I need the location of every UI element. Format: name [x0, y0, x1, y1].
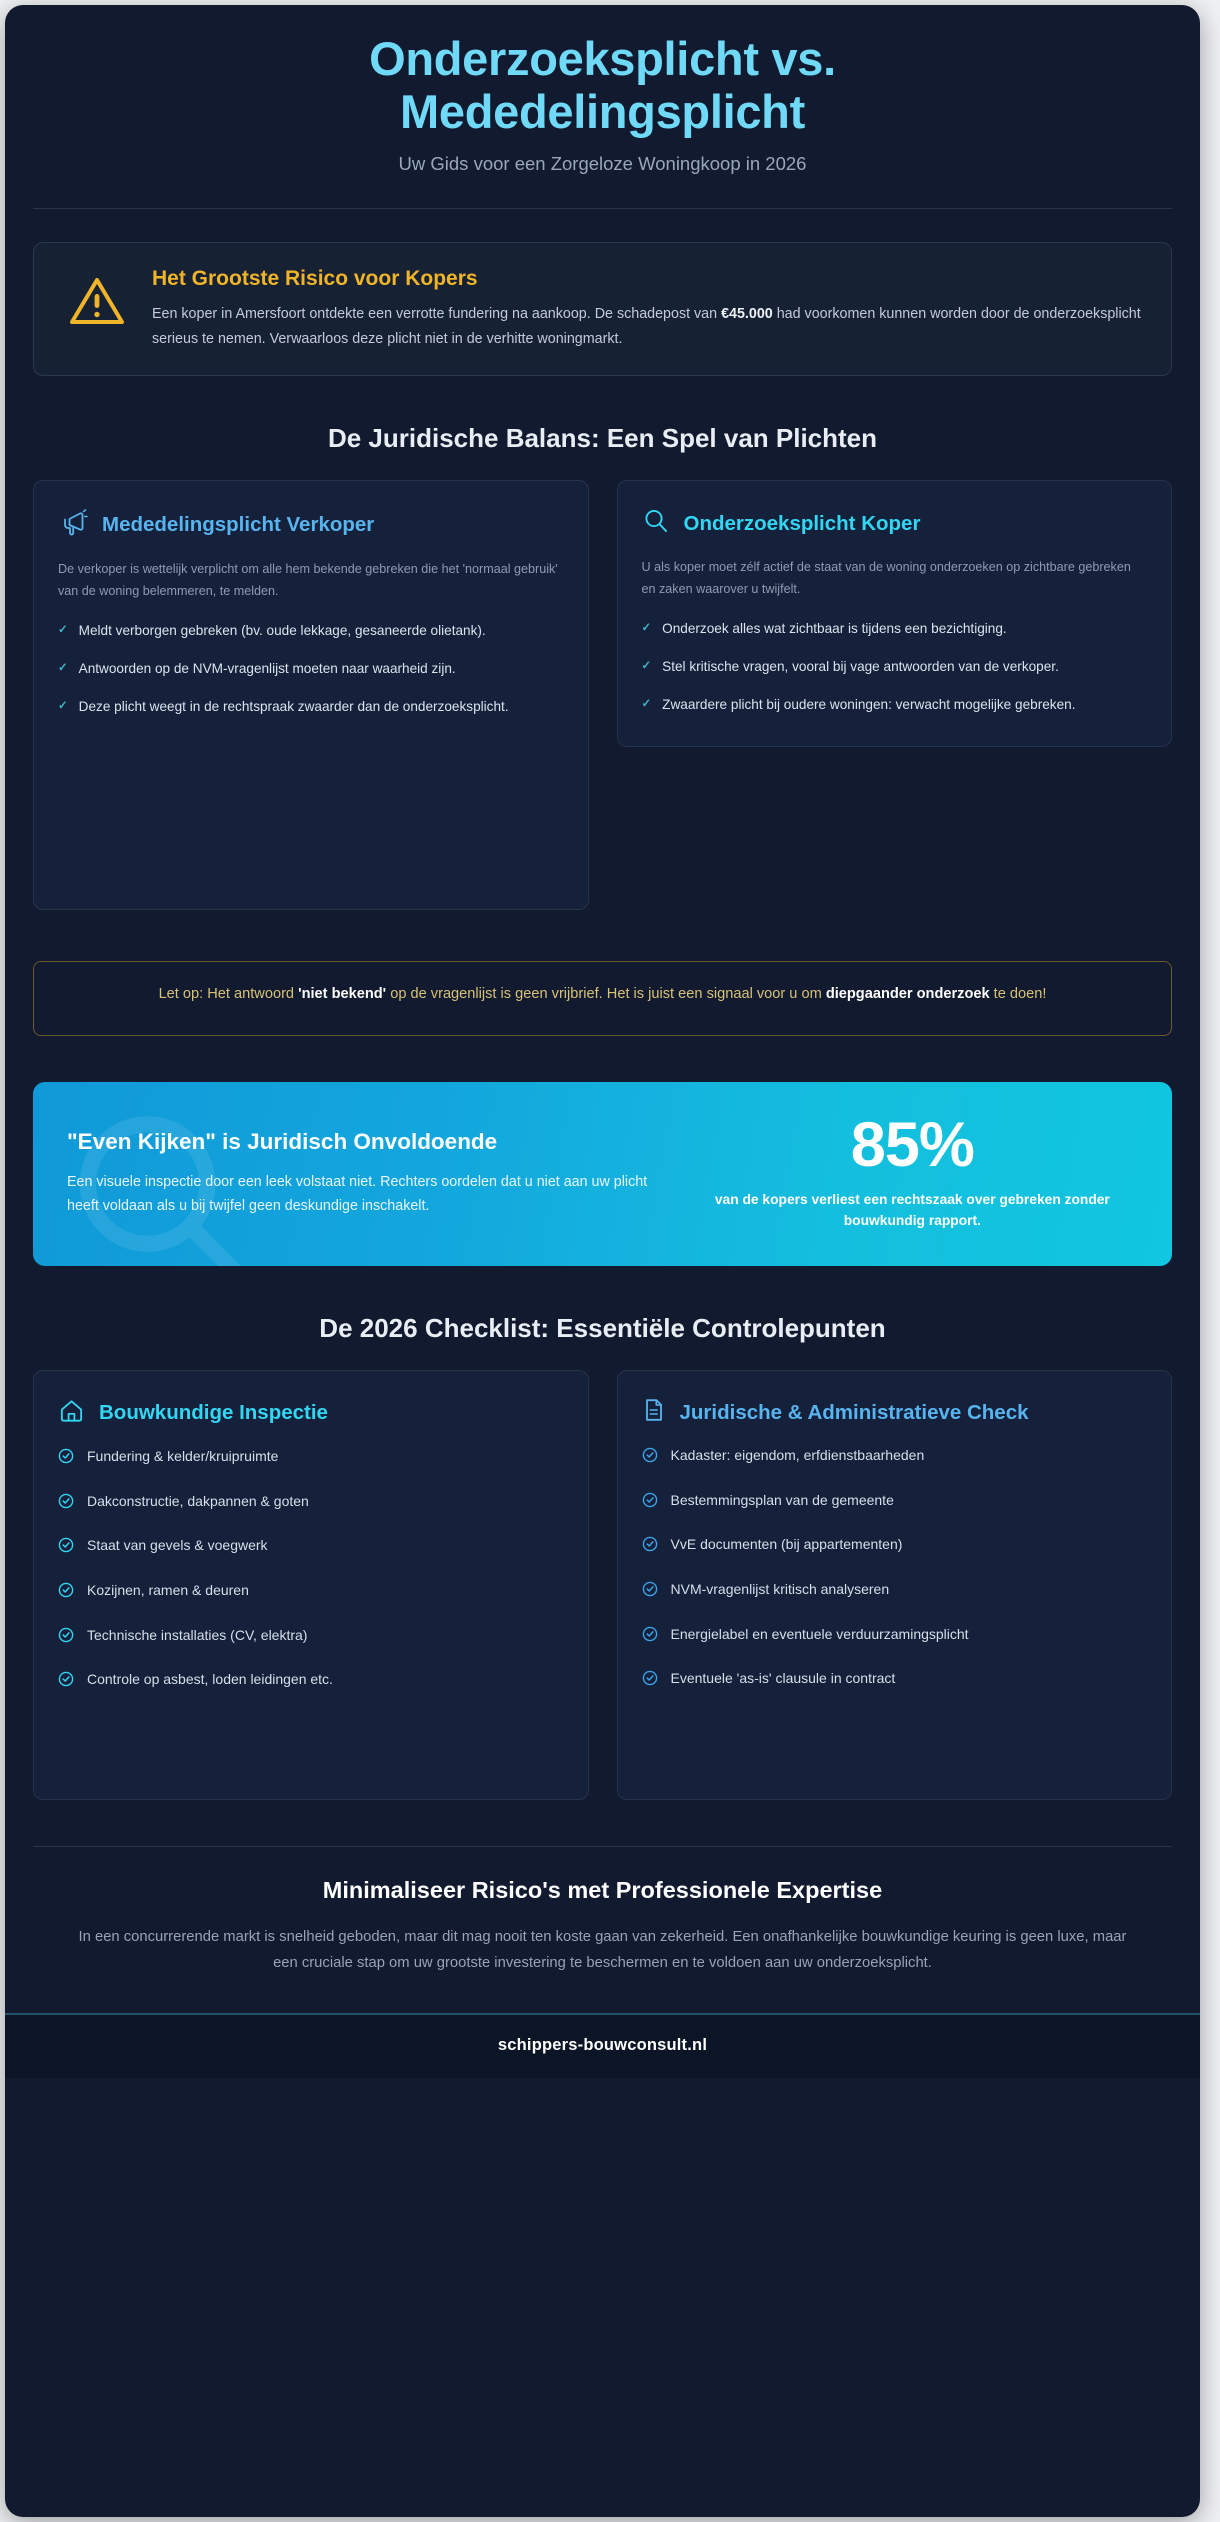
list-item-label: Staat van gevels & voegwerk [87, 1537, 268, 1554]
list-item [58, 1580, 564, 1605]
balance-section-title: De Juridische Balans: Een Spel van Plichten [327, 423, 878, 454]
check-circle-icon [642, 1626, 658, 1649]
list-item [58, 620, 564, 642]
list-item [58, 1625, 564, 1650]
list-item [642, 1534, 1148, 1559]
magnifier-icon [642, 507, 670, 540]
check-circle-icon [58, 1537, 74, 1560]
highlight-text: Een visuele inspectie door een leek volstaat niet. Rechters oordelen dat u niet aan uw plicht heeft voldaan als u bij twijfel geen deskundige inschakelt. [67, 1173, 648, 1215]
stat-label: van de kopers verliest een rechtszaak over gebreken zonder bouwkundig rapport. [714, 1191, 1110, 1228]
checklist-items [58, 1446, 564, 1694]
highlight-title: "Even Kijken" is Juridisch Onvoldoende [67, 1129, 498, 1155]
header [5, 5, 1200, 175]
highlight-stat-block [687, 1109, 1138, 1232]
list-item-label: Meldt verborgen gebreken (bv. oude lekkage, gesaneerde olietank). [78, 622, 486, 638]
infographic-card [5, 5, 1200, 2517]
list-item-label: Dakconstructie, dakpannen & goten [87, 1492, 309, 1509]
risk-callout [33, 242, 1172, 376]
check-circle-icon [58, 1448, 74, 1471]
page-title-line-1: Onderzoeksplicht vs. [369, 32, 836, 85]
note-bold-2: diepgaander onderzoek [825, 986, 990, 1003]
risk-amount: €45.000 [721, 306, 773, 323]
list-item [642, 1624, 1148, 1649]
footer-bar [5, 2013, 1200, 2078]
note-callout [33, 961, 1172, 1036]
note-part-3: te doen! [989, 986, 1047, 1003]
footer [5, 1847, 1200, 2013]
check-icon: ✓ [641, 697, 652, 710]
list-item [642, 1490, 1148, 1515]
footer-text: In een concurrerende markt is snelheid geboden, maar dit mag nooit ten koste gaan van zekerheid. Een onafhankelijke bouwkundige keuring is geen luxe, maar een cruciale stap om uw grootste investering te beschermen en te voldoen aan uw onderzoeksplicht. [78, 1928, 1127, 1972]
card-header [642, 1397, 1148, 1428]
check-icon: ✓ [58, 623, 68, 636]
page-title [65, 33, 1140, 138]
check-circle-icon [642, 1581, 658, 1604]
list-item-label: Kozijnen, ramen & deuren [87, 1581, 249, 1598]
check-icon: ✓ [641, 621, 652, 634]
page-title-line-2: Mededelingsplicht [400, 84, 805, 138]
balance-card-grid [33, 480, 1172, 910]
list-item [642, 694, 1148, 716]
card-mededelingsplicht [33, 480, 589, 910]
check-circle-icon [642, 1447, 658, 1470]
highlight-panel [33, 1082, 1172, 1266]
risk-body [152, 265, 1145, 351]
check-circle-icon [58, 1582, 74, 1605]
risk-text-part-2: had voorkomen kunnen worden door de onderzoeksplicht serieus te nemen. Verwaarloos deze plicht niet in de verhitte woningmarkt. [152, 306, 1141, 347]
list-item [58, 696, 564, 718]
note-bold-1: 'niet bekend' [298, 986, 387, 1003]
check-circle-icon [642, 1536, 658, 1559]
list-item [642, 1445, 1148, 1470]
list-item [58, 1491, 564, 1516]
check-circle-icon [58, 1627, 74, 1650]
check-icon: ✓ [58, 661, 68, 674]
check-circle-icon [642, 1492, 658, 1515]
card-title: Bouwkundige Inspectie [99, 1401, 328, 1425]
warning-triangle-icon [68, 275, 126, 332]
note-part-2: op de vragenlijst is geen vrijbrief. Het is juist een signaal voor u om [386, 986, 826, 1003]
card-description: U als koper moet zélf actief de staat van de woning onderzoeken op zichtbare gebreken en zaken waarover u twijfelt. [641, 560, 1131, 596]
check-circle-icon [642, 1670, 658, 1693]
list-item-label: Stel kritische vragen, vooral bij vage antwoorden van de verkoper. [662, 658, 1059, 674]
card-bullet-list [58, 620, 564, 718]
list-item-label: NVM-vragenlijst kritisch analyseren [670, 1580, 890, 1597]
megaphone-icon [58, 507, 88, 542]
check-icon: ✓ [641, 659, 652, 672]
card-juridische-check [617, 1370, 1173, 1800]
list-item-label: Technische installaties (CV, elektra) [87, 1626, 308, 1643]
card-description: De verkoper is wettelijk verplicht om alle hem bekende gebreken die het 'normaal gebruik' van de woning belemmeren, te melden. [58, 562, 558, 598]
list-item [642, 656, 1148, 678]
page-subtitle: Uw Gids voor een Zorgeloze Woningkoop in 2026 [398, 153, 807, 175]
risk-text-part-1: Een koper in Amersfoort ontdekte een verrotte fundering na aankoop. De schadepost van [152, 306, 722, 323]
list-item-label: Bestemmingsplan van de gemeente [670, 1491, 894, 1508]
footer-title: Minimaliseer Risico's met Professionele Expertise [322, 1876, 883, 1903]
highlight-text-block [67, 1127, 665, 1218]
card-title: Onderzoeksplicht Koper [683, 512, 921, 536]
checklist-items [642, 1445, 1148, 1693]
card-header [58, 507, 564, 542]
list-item-label: Kadaster: eigendom, erfdienstbaarheden [670, 1446, 925, 1463]
document-icon [642, 1397, 666, 1428]
check-circle-icon [58, 1671, 74, 1694]
card-onderzoeksplicht [617, 480, 1173, 746]
card-header [58, 1397, 564, 1429]
list-item-label: Controle op asbest, loden leidingen etc. [87, 1671, 333, 1688]
card-title: Mededelingsplicht Verkoper [102, 513, 375, 537]
risk-text [152, 302, 1145, 351]
brand-website[interactable]: schippers-bouwconsult.nl [497, 2035, 708, 2054]
list-item [642, 618, 1148, 640]
check-circle-icon [58, 1493, 74, 1516]
list-item-label: VvE documenten (bij appartementen) [670, 1536, 903, 1553]
list-item [58, 658, 564, 680]
card-bouwkundige-inspectie [33, 1370, 589, 1800]
stat-value: 85% [850, 1109, 974, 1180]
check-icon: ✓ [58, 699, 68, 712]
note-part-1: Let op: Het antwoord [158, 986, 299, 1003]
list-item [642, 1668, 1148, 1693]
list-item [58, 1446, 564, 1471]
list-item-label: Zwaardere plicht bij oudere woningen: verwacht mogelijke gebreken. [662, 696, 1076, 712]
list-item [58, 1535, 564, 1560]
card-header [642, 507, 1148, 540]
checklist-section-title: De 2026 Checklist: Essentiële Controlepunten [319, 1312, 886, 1343]
card-title: Juridische & Administratieve Check [679, 1400, 1029, 1424]
list-item [642, 1579, 1148, 1604]
list-item-label: Deze plicht weegt in de rechtspraak zwaarder dan de onderzoeksplicht. [78, 698, 509, 714]
list-item-label: Onderzoek alles wat zichtbaar is tijdens een bezichtiging. [662, 620, 1007, 636]
home-icon [58, 1397, 85, 1429]
header-divider [33, 208, 1172, 209]
checklist-card-grid [33, 1370, 1172, 1800]
list-item-label: Energielabel en eventuele verduurzamingsplicht [670, 1625, 969, 1642]
list-item-label: Antwoorden op de NVM-vragenlijst moeten naar waarheid zijn. [78, 660, 456, 676]
card-bullet-list [642, 618, 1148, 716]
list-item-label: Eventuele 'as-is' clausule in contract [670, 1670, 896, 1687]
list-item [58, 1669, 564, 1694]
list-item-label: Fundering & kelder/kruipruimte [87, 1447, 279, 1464]
risk-title: Het Grootste Risico voor Kopers [152, 267, 478, 291]
